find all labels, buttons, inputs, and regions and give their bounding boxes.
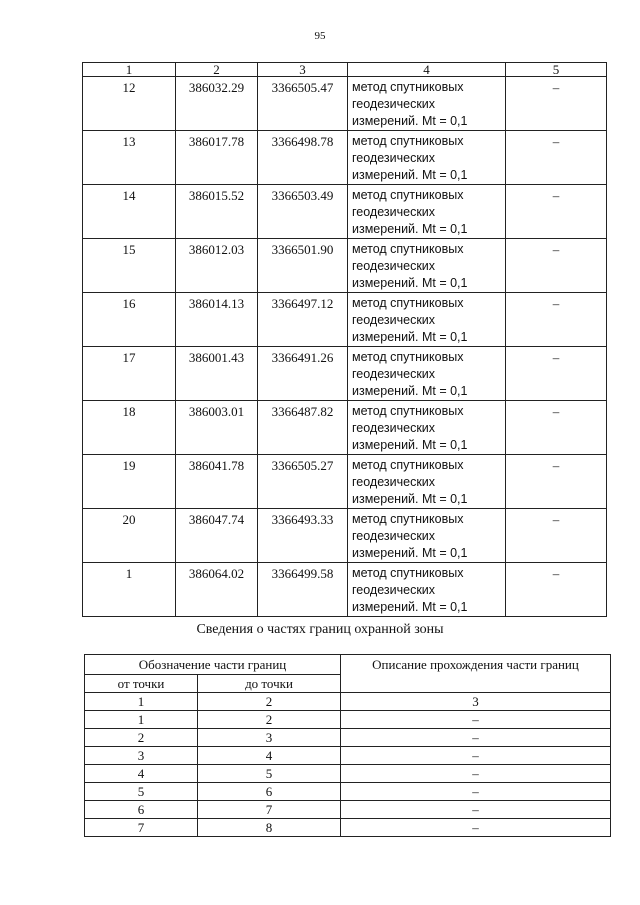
method-line: измерений. Mt = 0,1 (352, 168, 468, 182)
x-coordinate-cell: 386041.78 (176, 455, 258, 509)
point-number-cell: 1 (83, 563, 176, 617)
from-point-cell: 4 (85, 765, 198, 783)
method-line: измерений. Mt = 0,1 (352, 114, 468, 128)
point-number-cell: 20 (83, 509, 176, 563)
column-number-1: 1 (83, 63, 176, 77)
point-number-cell: 15 (83, 239, 176, 293)
method-line: измерений. Mt = 0,1 (352, 438, 468, 452)
method-line: геодезических (352, 151, 436, 165)
extra-info-cell: – (506, 293, 607, 347)
header-boundary-designation: Обозначение части границ (85, 655, 341, 675)
extra-info-cell: – (506, 509, 607, 563)
boundary-parts-row (85, 765, 611, 783)
coordinates-table (82, 62, 607, 617)
description-cell: – (341, 819, 611, 837)
y-coordinate-cell: 3366491.26 (258, 347, 348, 401)
to-point-cell: 4 (198, 747, 341, 765)
method-line: метод спутниковых (352, 512, 464, 526)
boundary-parts-table (84, 654, 611, 837)
column-number-2: 2 (198, 693, 341, 711)
boundary-parts-row (85, 801, 611, 819)
method-cell (348, 401, 506, 455)
method-line: измерений. Mt = 0,1 (352, 330, 468, 344)
y-coordinate-cell: 3366498.78 (258, 131, 348, 185)
description-cell: – (341, 783, 611, 801)
to-point-cell: 2 (198, 711, 341, 729)
to-point-cell: 6 (198, 783, 341, 801)
boundary-parts-number-row (85, 693, 611, 711)
boundary-parts-header-row (85, 655, 611, 675)
column-number-1: 1 (85, 693, 198, 711)
coordinates-table-row (83, 347, 607, 401)
method-line: метод спутниковых (352, 404, 464, 418)
from-point-cell: 2 (85, 729, 198, 747)
to-point-cell: 3 (198, 729, 341, 747)
column-number-3: 3 (258, 63, 348, 77)
method-cell (348, 77, 506, 131)
point-number-cell: 16 (83, 293, 176, 347)
x-coordinate-cell: 386017.78 (176, 131, 258, 185)
method-cell (348, 185, 506, 239)
method-line: измерений. Mt = 0,1 (352, 222, 468, 236)
y-coordinate-cell: 3366503.49 (258, 185, 348, 239)
description-cell: – (341, 711, 611, 729)
method-cell (348, 347, 506, 401)
y-coordinate-cell: 3366505.27 (258, 455, 348, 509)
boundary-parts-row (85, 783, 611, 801)
header-boundary-description: Описание прохождения части границ (341, 655, 611, 693)
method-line: геодезических (352, 313, 436, 327)
method-line: геодезических (352, 421, 436, 435)
extra-info-cell: – (506, 455, 607, 509)
x-coordinate-cell: 386012.03 (176, 239, 258, 293)
method-line: геодезических (352, 259, 436, 273)
from-point-cell: 6 (85, 801, 198, 819)
method-line: метод спутниковых (352, 296, 464, 310)
extra-info-cell: – (506, 131, 607, 185)
header-from-point: от точки (85, 675, 198, 693)
from-point-cell: 5 (85, 783, 198, 801)
method-line: метод спутниковых (352, 80, 464, 94)
method-cell (348, 509, 506, 563)
point-number-cell: 12 (83, 77, 176, 131)
method-cell (348, 239, 506, 293)
coordinates-table-row (83, 185, 607, 239)
extra-info-cell: – (506, 563, 607, 617)
method-cell (348, 563, 506, 617)
method-cell (348, 131, 506, 185)
method-line: геодезических (352, 367, 436, 381)
method-line: измерений. Mt = 0,1 (352, 492, 468, 506)
description-cell: – (341, 801, 611, 819)
y-coordinate-cell: 3366493.33 (258, 509, 348, 563)
method-line: метод спутниковых (352, 242, 464, 256)
method-line: измерений. Mt = 0,1 (352, 600, 468, 614)
coordinates-table-row (83, 401, 607, 455)
coordinates-table-row (83, 239, 607, 293)
boundary-parts-row (85, 819, 611, 837)
x-coordinate-cell: 386001.43 (176, 347, 258, 401)
method-line: измерений. Mt = 0,1 (352, 384, 468, 398)
from-point-cell: 3 (85, 747, 198, 765)
coordinates-table-row (83, 509, 607, 563)
description-cell: – (341, 765, 611, 783)
header-to-point: до точки (198, 675, 341, 693)
method-cell (348, 455, 506, 509)
coordinates-table-row (83, 77, 607, 131)
method-line: геодезических (352, 475, 436, 489)
x-coordinate-cell: 386064.02 (176, 563, 258, 617)
x-coordinate-cell: 386003.01 (176, 401, 258, 455)
method-line: метод спутниковых (352, 350, 464, 364)
method-line: геодезических (352, 205, 436, 219)
y-coordinate-cell: 3366487.82 (258, 401, 348, 455)
method-line: метод спутниковых (352, 134, 464, 148)
point-number-cell: 17 (83, 347, 176, 401)
y-coordinate-cell: 3366497.12 (258, 293, 348, 347)
method-line: геодезических (352, 583, 436, 597)
extra-info-cell: – (506, 77, 607, 131)
point-number-cell: 14 (83, 185, 176, 239)
extra-info-cell: – (506, 239, 607, 293)
to-point-cell: 8 (198, 819, 341, 837)
coordinates-table-row (83, 131, 607, 185)
column-number-4: 4 (348, 63, 506, 77)
method-line: метод спутниковых (352, 188, 464, 202)
coordinates-table-row (83, 563, 607, 617)
method-line: геодезических (352, 97, 436, 111)
column-number-2: 2 (176, 63, 258, 77)
column-number-5: 5 (506, 63, 607, 77)
coordinates-table-row (83, 293, 607, 347)
y-coordinate-cell: 3366499.58 (258, 563, 348, 617)
page-number: 95 (314, 30, 326, 42)
boundary-parts-row (85, 729, 611, 747)
extra-info-cell: – (506, 347, 607, 401)
extra-info-cell: – (506, 185, 607, 239)
x-coordinate-cell: 386032.29 (176, 77, 258, 131)
x-coordinate-cell: 386014.13 (176, 293, 258, 347)
to-point-cell: 7 (198, 801, 341, 819)
x-coordinate-cell: 386015.52 (176, 185, 258, 239)
coordinates-table-header-row (83, 63, 607, 77)
y-coordinate-cell: 3366505.47 (258, 77, 348, 131)
point-number-cell: 19 (83, 455, 176, 509)
from-point-cell: 1 (85, 711, 198, 729)
extra-info-cell: – (506, 401, 607, 455)
column-number-3: 3 (341, 693, 611, 711)
coordinates-table-row (83, 455, 607, 509)
y-coordinate-cell: 3366501.90 (258, 239, 348, 293)
description-cell: – (341, 747, 611, 765)
method-line: измерений. Mt = 0,1 (352, 546, 468, 560)
method-line: метод спутниковых (352, 566, 464, 580)
x-coordinate-cell: 386047.74 (176, 509, 258, 563)
description-cell: – (341, 729, 611, 747)
method-line: метод спутниковых (352, 458, 464, 472)
to-point-cell: 5 (198, 765, 341, 783)
method-line: измерений. Mt = 0,1 (352, 276, 468, 290)
from-point-cell: 7 (85, 819, 198, 837)
point-number-cell: 18 (83, 401, 176, 455)
parts-section-title: Сведения о частях границ охранной зоны (196, 622, 444, 637)
point-number-cell: 13 (83, 131, 176, 185)
method-line: геодезических (352, 529, 436, 543)
method-cell (348, 293, 506, 347)
boundary-parts-row (85, 711, 611, 729)
boundary-parts-row (85, 747, 611, 765)
